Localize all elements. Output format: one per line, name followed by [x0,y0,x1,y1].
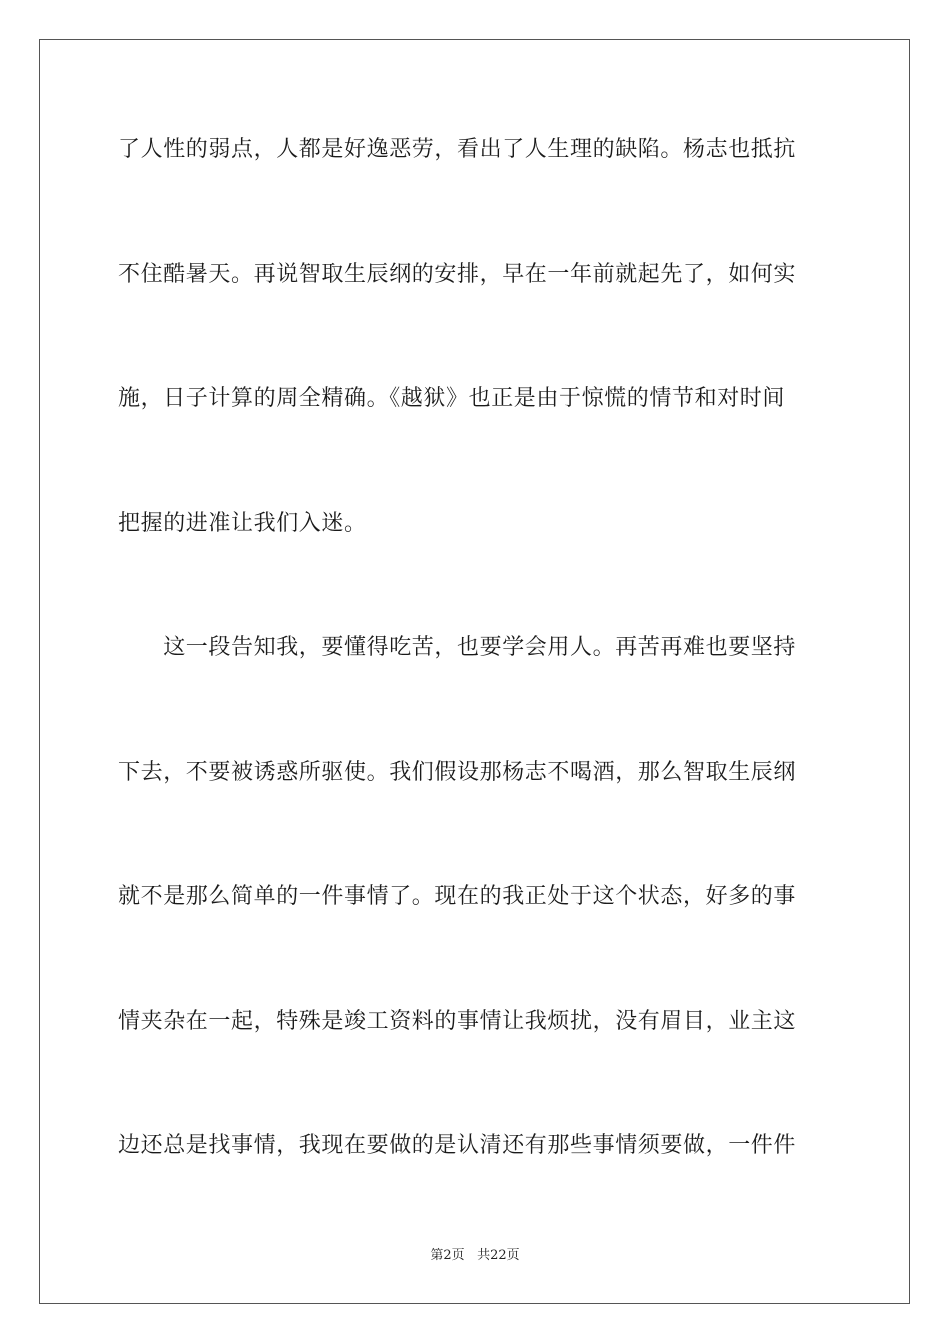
page-total: 共22页 [477,1248,520,1263]
page-footer [0,1244,950,1263]
text-line: 把握的进准让我们入迷。 [118,511,367,536]
page-border [39,39,910,1304]
page-number: 第2页 [430,1248,465,1263]
text-line: 情夹杂在一起，特殊是竣工资料的事情让我烦扰，没有眉目，业主这 [118,1009,797,1034]
text-line: 不住酷暑天。再说智取生辰纲的安排，早在一年前就起先了，如何实 [118,262,797,287]
text-line: 边还总是找事情，我现在要做的是认清还有那些事情须要做，一件件 [118,1133,797,1158]
text-line: 就不是那么简单的一件事情了。现在的我正处于这个状态，好多的事 [118,884,797,909]
text-line: 了人性的弱点，人都是好逸恶劳，看出了人生理的缺陷。杨志也抵抗 [118,137,797,162]
text-line: 这一段告知我，要懂得吃苦，也要学会用人。再苦再难也要坚持 [118,635,797,660]
text-line: 下去，不要被诱惑所驱使。我们假设那杨志不喝酒，那么智取生辰纲 [118,760,797,785]
text-line: 施，日子计算的周全精确。《越狱》也正是由于惊慌的情节和对时间 [118,386,786,411]
